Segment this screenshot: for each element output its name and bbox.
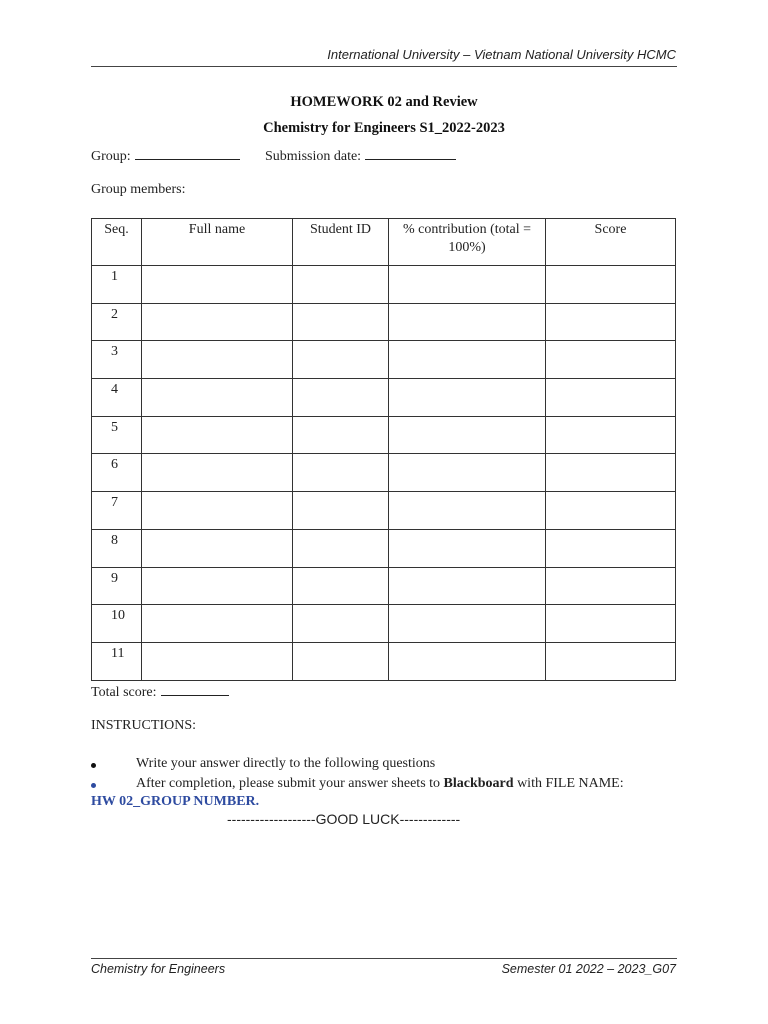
members-table <box>91 218 676 681</box>
table-row <box>92 416 676 454</box>
score-cell[interactable] <box>546 303 676 341</box>
seq-cell: 4 <box>92 379 142 417</box>
full-name-cell[interactable] <box>142 266 293 304</box>
header-full-name: Full name <box>142 219 293 266</box>
score-cell[interactable] <box>546 266 676 304</box>
score-cell[interactable] <box>546 642 676 680</box>
group-label: Group: <box>91 149 131 164</box>
contribution-cell[interactable] <box>389 529 546 567</box>
group-field <box>91 145 240 165</box>
header-institution: International University – Vietnam National University HCMC <box>327 47 676 62</box>
table-row <box>92 303 676 341</box>
contribution-cell[interactable] <box>389 303 546 341</box>
student-id-cell[interactable] <box>293 567 389 605</box>
score-cell[interactable] <box>546 416 676 454</box>
score-cell[interactable] <box>546 454 676 492</box>
student-id-cell[interactable] <box>293 454 389 492</box>
score-cell[interactable] <box>546 529 676 567</box>
footer-divider <box>91 958 677 959</box>
score-cell[interactable] <box>546 379 676 417</box>
bullet-icon <box>91 763 96 768</box>
total-score-blank[interactable] <box>161 681 229 696</box>
student-id-cell[interactable] <box>293 303 389 341</box>
group-blank[interactable] <box>135 145 240 160</box>
student-id-cell[interactable] <box>293 529 389 567</box>
full-name-cell[interactable] <box>142 416 293 454</box>
instructions-heading: INSTRUCTIONS: <box>91 718 197 733</box>
contribution-cell[interactable] <box>389 416 546 454</box>
footer-semester: Semester 01 2022 – 2023_G07 <box>501 962 676 976</box>
contribution-cell[interactable] <box>389 605 546 643</box>
full-name-cell[interactable] <box>142 492 293 530</box>
header-student-id: Student ID <box>293 219 389 266</box>
score-cell[interactable] <box>546 341 676 379</box>
group-members-label: Group members: <box>91 182 186 197</box>
table-row <box>92 492 676 530</box>
instruction-text-1: Write your answer directly to the following questions <box>136 756 436 771</box>
table-header-row <box>92 219 676 266</box>
contribution-cell[interactable] <box>389 642 546 680</box>
table-row <box>92 341 676 379</box>
submission-date-label: Submission date: <box>265 149 362 164</box>
submission-date-field <box>265 145 456 165</box>
contribution-cell[interactable] <box>389 454 546 492</box>
seq-cell: 8 <box>92 529 142 567</box>
student-id-cell[interactable] <box>293 416 389 454</box>
header-score: Score <box>546 219 676 266</box>
header-contribution: % contribution (total = 100%) <box>389 219 546 266</box>
submission-date-blank[interactable] <box>365 145 456 160</box>
instruction-2-prefix: After completion, please submit your answer sheets to <box>136 776 444 791</box>
table-row <box>92 454 676 492</box>
good-luck-line: -------------------GOOD LUCK------------- <box>227 811 461 827</box>
table-row <box>92 642 676 680</box>
full-name-cell[interactable] <box>142 454 293 492</box>
full-name-cell[interactable] <box>142 605 293 643</box>
file-name-label: HW 02_GROUP NUMBER. <box>91 794 260 809</box>
seq-cell: 6 <box>92 454 142 492</box>
seq-cell: 11 <box>92 642 142 680</box>
bullet-icon <box>91 783 96 788</box>
total-score-label: Total score: <box>91 685 157 700</box>
student-id-cell[interactable] <box>293 642 389 680</box>
full-name-cell[interactable] <box>142 303 293 341</box>
table-row <box>92 529 676 567</box>
seq-cell: 5 <box>92 416 142 454</box>
score-cell[interactable] <box>546 567 676 605</box>
score-cell[interactable] <box>546 492 676 530</box>
seq-cell: 10 <box>92 605 142 643</box>
document-subtitle: Chemistry for Engineers S1_2022-2023 <box>263 120 505 136</box>
contribution-cell[interactable] <box>389 379 546 417</box>
contribution-cell[interactable] <box>389 492 546 530</box>
total-score-field <box>91 681 229 701</box>
header-divider <box>91 66 677 67</box>
table-row <box>92 266 676 304</box>
document-title: HOMEWORK 02 and Review <box>290 94 478 110</box>
contribution-cell[interactable] <box>389 341 546 379</box>
score-cell[interactable] <box>546 605 676 643</box>
instruction-text-2 <box>136 776 624 792</box>
seq-cell: 2 <box>92 303 142 341</box>
seq-cell: 7 <box>92 492 142 530</box>
student-id-cell[interactable] <box>293 266 389 304</box>
full-name-cell[interactable] <box>142 567 293 605</box>
student-id-cell[interactable] <box>293 605 389 643</box>
seq-cell: 9 <box>92 567 142 605</box>
seq-cell: 1 <box>92 266 142 304</box>
header-seq: Seq. <box>92 219 142 266</box>
full-name-cell[interactable] <box>142 642 293 680</box>
instruction-2-suffix: with FILE NAME: <box>513 776 624 791</box>
table-row <box>92 567 676 605</box>
full-name-cell[interactable] <box>142 379 293 417</box>
blackboard-label: Blackboard <box>443 776 514 791</box>
student-id-cell[interactable] <box>293 341 389 379</box>
full-name-cell[interactable] <box>142 341 293 379</box>
student-id-cell[interactable] <box>293 379 389 417</box>
table-row <box>92 605 676 643</box>
student-id-cell[interactable] <box>293 492 389 530</box>
contribution-cell[interactable] <box>389 567 546 605</box>
full-name-cell[interactable] <box>142 529 293 567</box>
seq-cell: 3 <box>92 341 142 379</box>
table-row <box>92 379 676 417</box>
footer-course: Chemistry for Engineers <box>91 962 226 976</box>
contribution-cell[interactable] <box>389 266 546 304</box>
